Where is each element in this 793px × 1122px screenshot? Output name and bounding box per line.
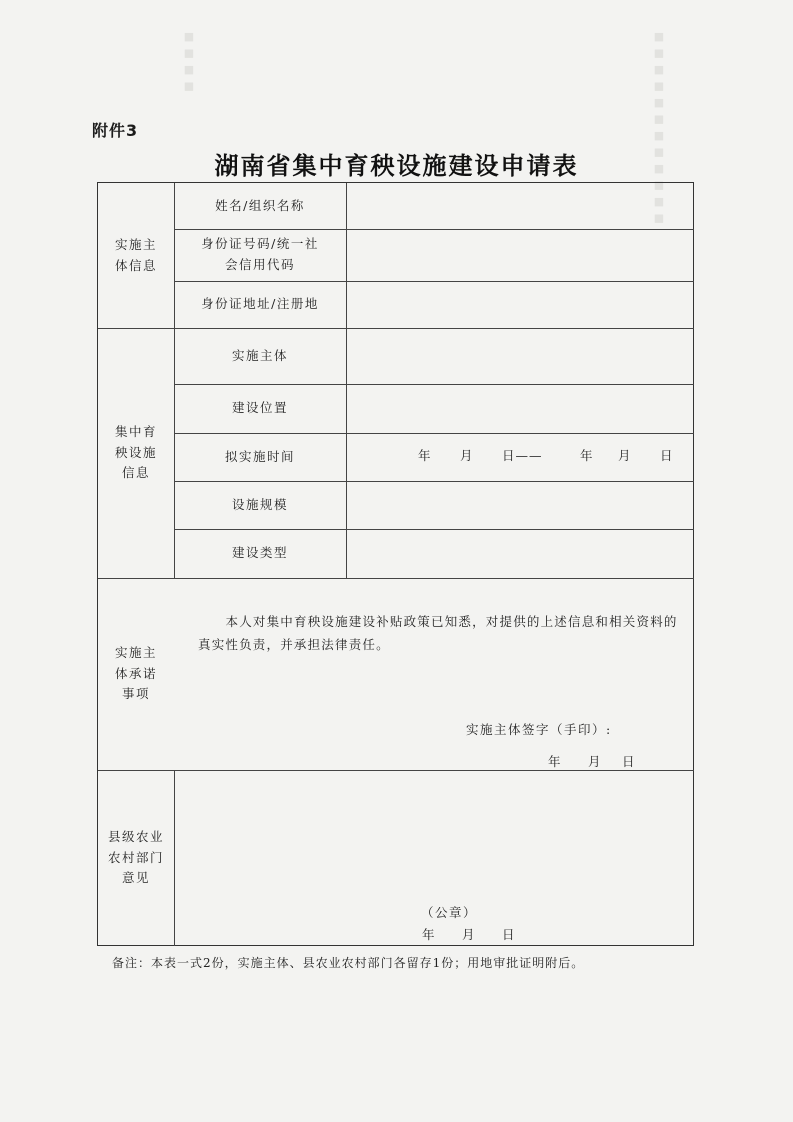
- id-address-value-field[interactable]: [347, 282, 693, 327]
- date-day-end: 日: [660, 448, 674, 463]
- date-year-end: 年: [580, 448, 594, 463]
- county-opinion-field[interactable]: [175, 771, 693, 891]
- pledge-text: 本人对集中育秧设施建设补贴政策已知悉，对提供的上述信息和相关资料的真实性负责，并承担法律责任。: [198, 614, 678, 652]
- section-county-opinion: 县级农业农村部门意见: [108, 829, 165, 886]
- county-date-year: 年: [422, 927, 437, 942]
- signature-label: 实施主体签字（手印）:: [466, 722, 612, 737]
- date-month-start: 月: [460, 448, 474, 463]
- date-month-end: 月: [618, 448, 632, 463]
- scale-value-field[interactable]: [347, 482, 693, 528]
- signature-date-day: 日: [622, 754, 637, 769]
- signature-field[interactable]: [598, 717, 688, 737]
- section-facility-info: 集中育秧设施信息: [114, 424, 157, 481]
- signature-date-month: 月: [588, 754, 603, 769]
- signature-date-year: 年: [548, 754, 563, 769]
- scan-bleed-through: ■ ■ ■ ■ ■ ■ ■ ■ ■ ■ ■ ■: [652, 30, 666, 225]
- implementer-value-field[interactable]: [347, 329, 693, 383]
- form-title: 湖南省集中育秧设施建设申请表: [214, 151, 579, 180]
- scan-bleed-through: ■ ■ ■ ■: [182, 30, 196, 93]
- name-value-field[interactable]: [347, 184, 693, 228]
- application-form-table: [97, 182, 694, 946]
- field-label-name: 姓名/组织名称: [215, 197, 305, 213]
- field-label-type: 建设类型: [231, 545, 288, 561]
- field-label-implementer: 实施主体: [231, 347, 288, 363]
- field-label-id-number: 身份证号码/统一社会信用代码: [201, 236, 319, 272]
- footnote: 备注：本表一式2份，实施主体、县农业农村部门各留存1份；用地审批证明附后。: [112, 956, 585, 970]
- field-label-id-address: 身份证地址/注册地: [201, 296, 319, 312]
- county-date-month: 月: [462, 927, 477, 942]
- field-label-location: 建设位置: [231, 400, 288, 416]
- county-date-day: 日: [502, 927, 517, 942]
- type-value-field[interactable]: [347, 530, 693, 577]
- divider: [98, 578, 694, 579]
- section-pledge: 实施主体承诺事项: [114, 645, 157, 702]
- field-label-planned-time: 拟实施时间: [224, 448, 295, 464]
- field-label-scale: 设施规模: [231, 496, 288, 512]
- location-value-field[interactable]: [347, 385, 693, 432]
- date-day-start: 日——: [502, 448, 543, 463]
- attachment-label: 附件3: [92, 121, 139, 140]
- section-implementer-info: 实施主体信息: [114, 236, 157, 273]
- id-number-value-field[interactable]: [347, 230, 693, 280]
- date-year-start: 年: [418, 448, 432, 463]
- official-seal-label: （公章）: [421, 905, 478, 920]
